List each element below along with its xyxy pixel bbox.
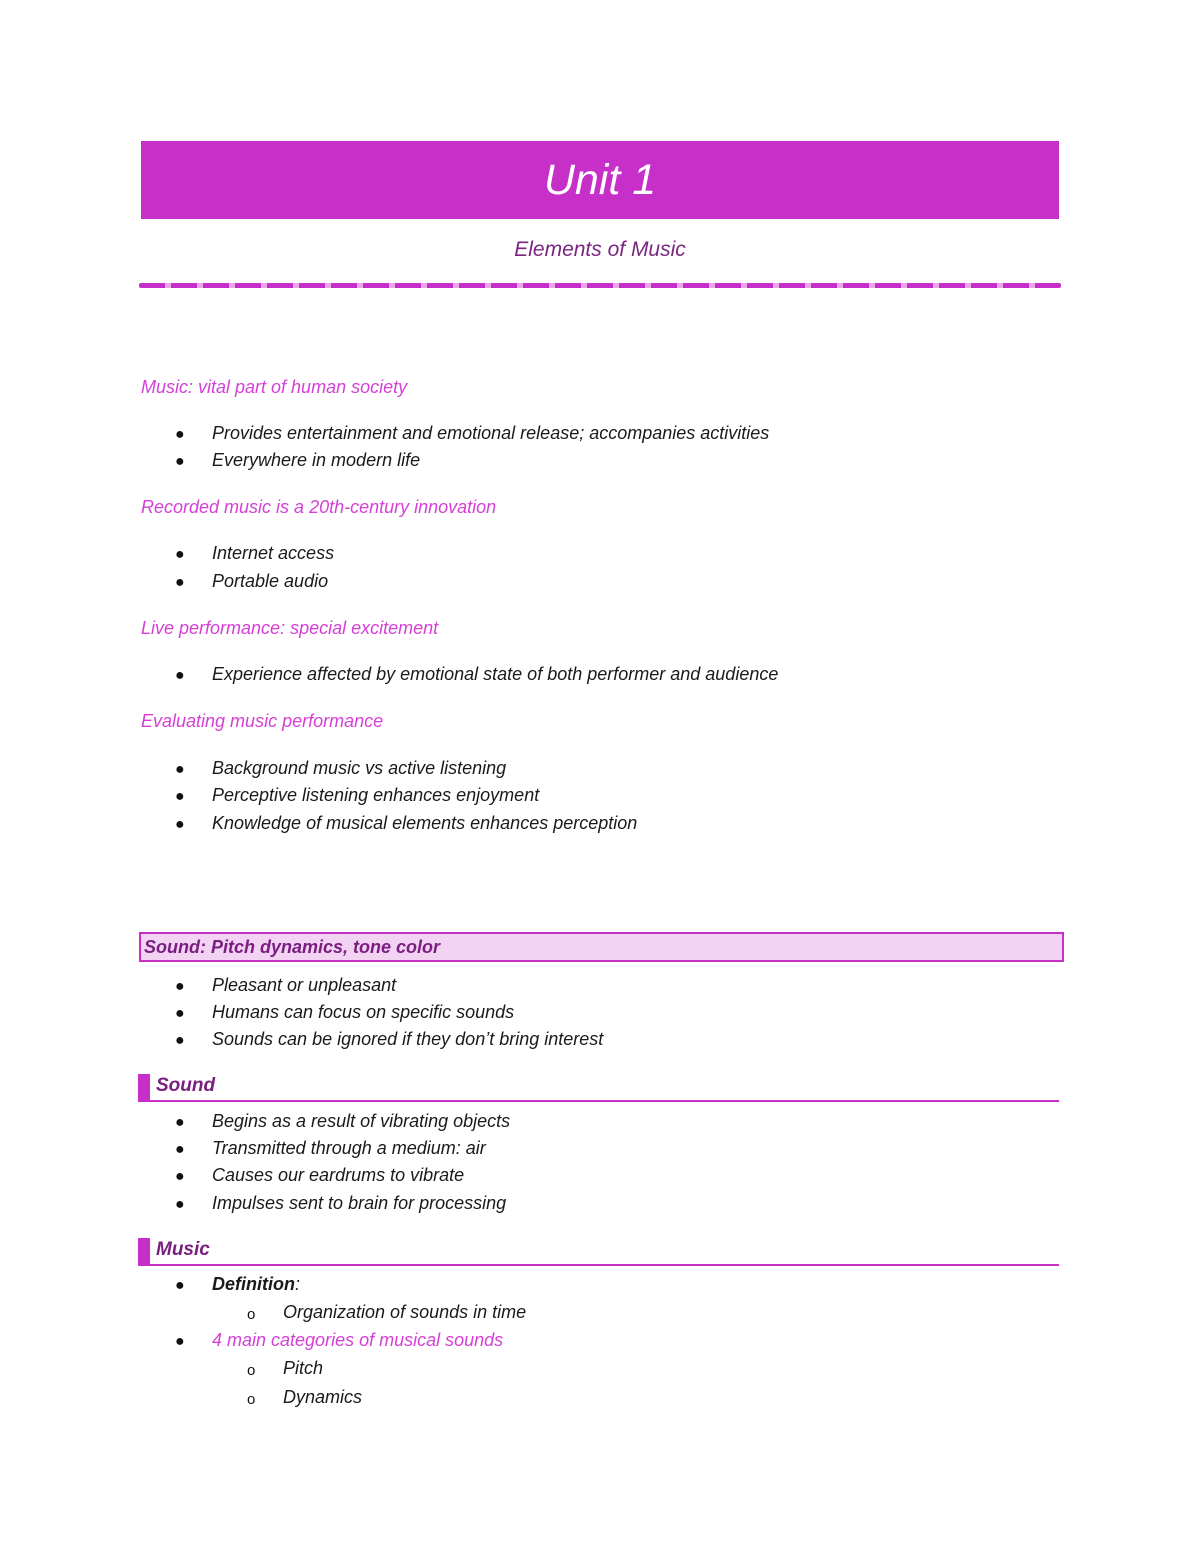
heading-marker bbox=[138, 1074, 150, 1100]
music-heading-label: Music bbox=[156, 1239, 210, 1260]
list-item: Experience affected by emotional state of both performer and audience bbox=[212, 664, 779, 684]
list-item: Internet access bbox=[212, 543, 335, 563]
bullet-icon: ● bbox=[175, 574, 185, 591]
list-item: Sounds can be ignored if they don’t bring interest bbox=[212, 1029, 604, 1049]
section-heading: Evaluating music performance bbox=[141, 711, 384, 731]
definition-colon: : bbox=[295, 1274, 301, 1294]
list-item: Provides entertainment and emotional release; accompanies activities bbox=[212, 423, 770, 443]
bullet-icon: ● bbox=[175, 1168, 185, 1185]
list-item: Background music vs active listening bbox=[212, 758, 507, 778]
bullet-icon: ● bbox=[175, 1114, 185, 1131]
bullet-icon: ● bbox=[175, 453, 185, 470]
list-item: Everywhere in modern life bbox=[212, 450, 421, 470]
bullet-icon: ● bbox=[175, 761, 185, 778]
bullet-icon: ● bbox=[175, 978, 185, 995]
category-item: Pitch bbox=[283, 1358, 324, 1378]
section-heading: Music: vital part of human society bbox=[141, 377, 408, 397]
list-item: Knowledge of musical elements enhances perception bbox=[212, 813, 638, 833]
circle-bullet-icon: o bbox=[247, 1362, 256, 1379]
bullet-icon: ● bbox=[175, 1005, 185, 1022]
bullet-icon: ● bbox=[175, 1277, 185, 1294]
category-item: Dynamics bbox=[283, 1387, 363, 1407]
list-item: Perceptive listening enhances enjoyment bbox=[212, 785, 540, 805]
definition-item bbox=[212, 1274, 300, 1295]
list-item: Portable audio bbox=[212, 571, 329, 591]
bullet-icon: ● bbox=[175, 667, 185, 684]
list-item: Causes our eardrums to vibrate bbox=[212, 1165, 465, 1185]
list-item: Impulses sent to brain for processing bbox=[212, 1193, 507, 1213]
bullet-icon: ● bbox=[175, 816, 185, 833]
list-item: Transmitted through a medium: air bbox=[212, 1138, 486, 1158]
bullet-icon: ● bbox=[175, 546, 185, 563]
definition-label: Definition bbox=[212, 1274, 295, 1294]
section-heading: Live performance: special excitement bbox=[141, 618, 439, 638]
bullet-icon: ● bbox=[175, 1032, 185, 1049]
circle-bullet-icon: o bbox=[247, 1391, 256, 1408]
bullet-icon: ● bbox=[175, 788, 185, 805]
page-title: Unit 1 bbox=[141, 141, 1059, 219]
bullet-icon: ● bbox=[175, 1196, 185, 1213]
bullet-icon: ● bbox=[175, 426, 185, 443]
circle-bullet-icon: o bbox=[247, 1306, 256, 1323]
sound-heading-label: Sound bbox=[156, 1075, 216, 1096]
list-item: Humans can focus on specific sounds bbox=[212, 1002, 515, 1022]
categories-label: 4 main categories of musical sounds bbox=[212, 1330, 504, 1350]
list-item: Begins as a result of vibrating objects bbox=[212, 1111, 511, 1131]
list-item: Pleasant or unpleasant bbox=[212, 975, 397, 995]
music-heading bbox=[138, 1235, 1059, 1266]
definition-text: Organization of sounds in time bbox=[283, 1302, 527, 1322]
bullet-icon: ● bbox=[175, 1333, 185, 1350]
bullet-icon: ● bbox=[175, 1141, 185, 1158]
sound-overview-heading: Sound: Pitch dynamics, tone color bbox=[139, 932, 1064, 962]
page-subtitle: Elements of Music bbox=[514, 238, 686, 261]
sound-heading bbox=[138, 1071, 1059, 1102]
heading-marker bbox=[138, 1238, 150, 1264]
section-heading: Recorded music is a 20th-century innovation bbox=[141, 497, 497, 517]
title-divider bbox=[139, 283, 1061, 288]
